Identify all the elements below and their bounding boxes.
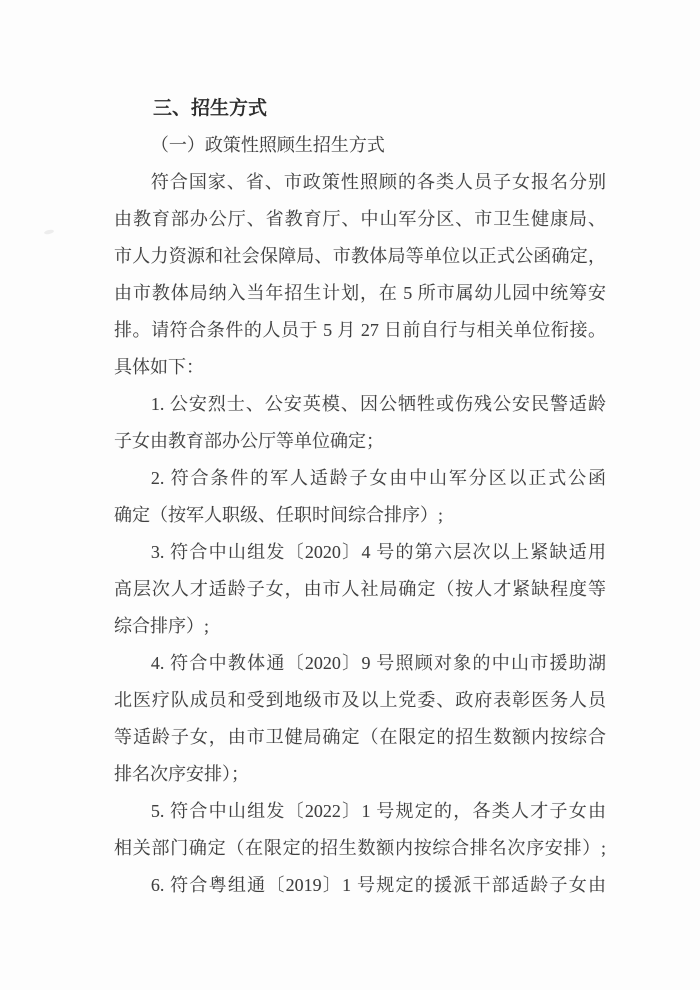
- text-line: 具体如下：: [114, 357, 204, 377]
- text-line: 2. 符合条件的军人适龄子女由中山军分区以正式公函: [150, 468, 606, 488]
- text-line: 5. 符合中山组发〔2022〕1 号规定的，各类人才子女由: [150, 801, 606, 821]
- text-line: 6. 符合粤组通〔2019〕1 号规定的援派干部适龄子女由: [150, 875, 606, 895]
- document-text-block: [114, 90, 606, 904]
- text-line: 由教育部办公厅、省教育厅、中山军分区、市卫生健康局、: [114, 209, 606, 229]
- text-line: 市人力资源和社会保障局、市教体局等单位以正式公函确定，: [114, 246, 606, 266]
- text-line: 综合排序）;: [114, 616, 210, 636]
- text-line: 北医疗队成员和受到地级市及以上党委、政府表彰医务人员: [114, 690, 606, 710]
- text-line: 等适龄子女，由市卫健局确定（在限定的招生数额内按综合: [114, 727, 606, 747]
- text-line: 4. 符合中教体通〔2020〕9 号照顾对象的中山市援助湖: [150, 653, 606, 673]
- text-line: （一）政策性照顾生招生方式: [150, 135, 385, 155]
- text-line: 符合国家、省、市政策性照顾的各类人员子女报名分别: [150, 172, 606, 192]
- text-line: 子女由教育部办公厅等单位确定；: [114, 431, 384, 451]
- text-line: 由市教体局纳入当年招生计划，在 5 所市属幼儿园中统筹安: [114, 283, 606, 303]
- text-line: 相关部门确定（在限定的招生数额内按综合排名次序安排）;: [114, 838, 606, 858]
- text-line: 高层次人才适龄子女，由市人社局确定（按人才紧缺程度等: [114, 579, 606, 599]
- text-line: 3. 符合中山组发〔2020〕4 号的第六层次以上紧缺适用: [150, 542, 606, 562]
- scan-smudge: [44, 229, 55, 235]
- text-line: 排名次序安排）；: [114, 764, 249, 784]
- text-line: 1. 公安烈士、公安英模、因公牺牲或伤残公安民警适龄: [150, 394, 606, 414]
- section-heading: 三、招生方式: [152, 98, 267, 119]
- text-line: 排。请符合条件的人员于 5 月 27 日前自行与相关单位衔接。: [114, 320, 606, 340]
- text-line: 确定（按军人职级、任职时间综合排序）;: [114, 505, 443, 525]
